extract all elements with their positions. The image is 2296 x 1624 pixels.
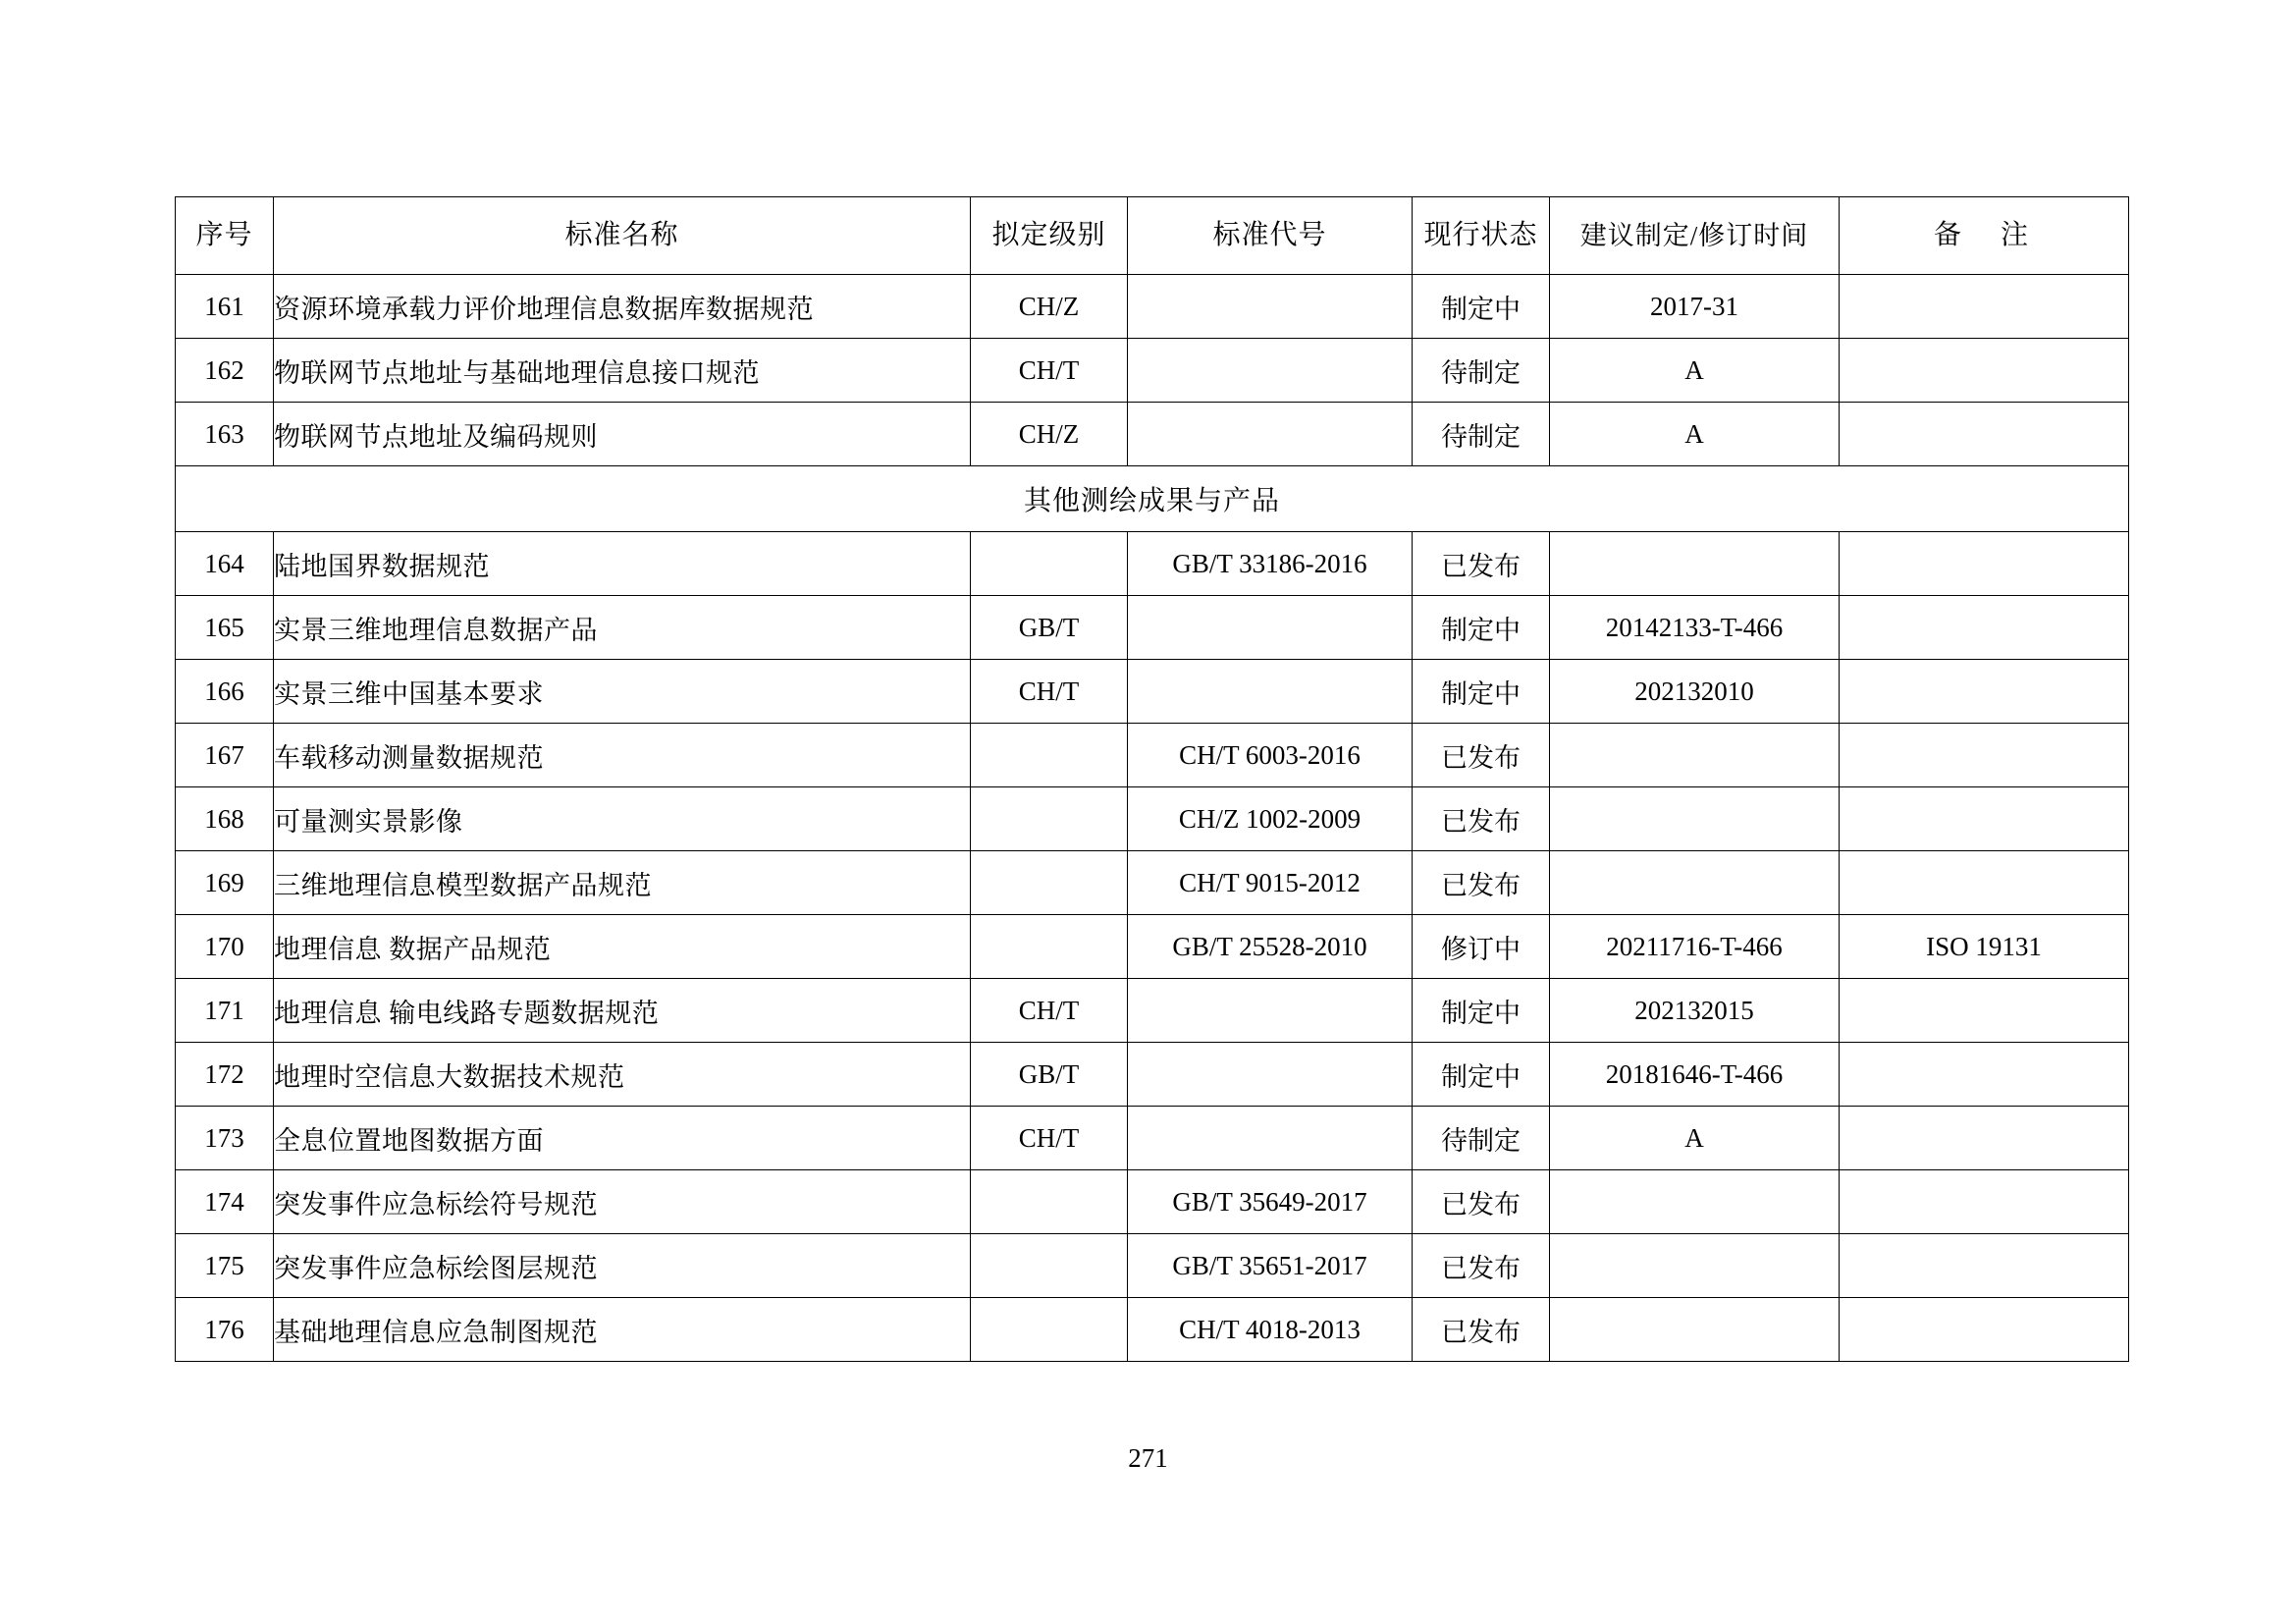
page-number: 271: [1128, 1443, 1168, 1473]
table-row: [176, 1107, 2129, 1170]
cell-seq: 176: [176, 1298, 274, 1362]
cell-code: GB/T 35651-2017: [1128, 1234, 1413, 1298]
cell-status: 已发布: [1413, 851, 1550, 915]
cell-remark: [1840, 1107, 2129, 1170]
standards-table-container: [175, 196, 2128, 1362]
table-header: [176, 197, 2129, 275]
cell-code: [1128, 979, 1413, 1043]
table-row: [176, 1234, 2129, 1298]
table-row: [176, 915, 2129, 979]
cell-remark: [1840, 1043, 2129, 1107]
cell-name: 基础地理信息应急制图规范: [274, 1298, 971, 1362]
table-section-row: [176, 466, 2129, 532]
cell-code: [1128, 1107, 1413, 1170]
cell-level: GB/T: [971, 596, 1128, 660]
cell-seq: 165: [176, 596, 274, 660]
cell-code: [1128, 339, 1413, 403]
cell-level: CH/T: [971, 339, 1128, 403]
cell-seq: 173: [176, 1107, 274, 1170]
cell-time: 202132010: [1550, 660, 1840, 724]
cell-remark: ISO 19131: [1840, 915, 2129, 979]
cell-status: 已发布: [1413, 1170, 1550, 1234]
cell-remark: [1840, 275, 2129, 339]
cell-code: GB/T 33186-2016: [1128, 532, 1413, 596]
cell-name: 地理信息 输电线路专题数据规范: [274, 979, 971, 1043]
cell-code: GB/T 25528-2010: [1128, 915, 1413, 979]
cell-remark: [1840, 724, 2129, 787]
cell-status: 制定中: [1413, 275, 1550, 339]
header-seq: 序号: [176, 197, 274, 275]
header-remark-label: 备 注: [1933, 220, 2034, 250]
table-row: [176, 403, 2129, 466]
cell-seq: 164: [176, 532, 274, 596]
table-row: [176, 724, 2129, 787]
cell-level: [971, 787, 1128, 851]
cell-remark: [1840, 403, 2129, 466]
cell-seq: 174: [176, 1170, 274, 1234]
cell-seq: 168: [176, 787, 274, 851]
standards-table: [175, 196, 2129, 1362]
table-row: [176, 660, 2129, 724]
cell-status: 修订中: [1413, 915, 1550, 979]
table-row: [176, 596, 2129, 660]
table-row: [176, 1043, 2129, 1107]
table-header-row: [176, 197, 2129, 275]
table-row: [176, 979, 2129, 1043]
cell-name: 突发事件应急标绘图层规范: [274, 1234, 971, 1298]
cell-level: CH/T: [971, 979, 1128, 1043]
header-name: 标准名称: [274, 197, 971, 275]
cell-seq: 162: [176, 339, 274, 403]
cell-seq: 169: [176, 851, 274, 915]
cell-level: [971, 724, 1128, 787]
table-body: [176, 275, 2129, 1362]
cell-remark: [1840, 1234, 2129, 1298]
cell-status: 已发布: [1413, 532, 1550, 596]
cell-status: 制定中: [1413, 979, 1550, 1043]
cell-status: 待制定: [1413, 403, 1550, 466]
cell-time: 20142133-T-466: [1550, 596, 1840, 660]
header-status: 现行状态: [1413, 197, 1550, 275]
cell-level: [971, 1234, 1128, 1298]
cell-remark: [1840, 1298, 2129, 1362]
table-row: [176, 1298, 2129, 1362]
cell-time: 2017-31: [1550, 275, 1840, 339]
table-row: [176, 275, 2129, 339]
cell-name: 物联网节点地址及编码规则: [274, 403, 971, 466]
cell-time: A: [1550, 1107, 1840, 1170]
cell-level: [971, 1170, 1128, 1234]
cell-status: 已发布: [1413, 724, 1550, 787]
cell-time: A: [1550, 403, 1840, 466]
cell-level: [971, 532, 1128, 596]
cell-remark: [1840, 1170, 2129, 1234]
cell-time: [1550, 851, 1840, 915]
cell-level: [971, 915, 1128, 979]
cell-code: CH/T 4018-2013: [1128, 1298, 1413, 1362]
cell-remark: [1840, 660, 2129, 724]
cell-seq: 170: [176, 915, 274, 979]
cell-status: 已发布: [1413, 1298, 1550, 1362]
table-row: [176, 851, 2129, 915]
cell-name: 车载移动测量数据规范: [274, 724, 971, 787]
cell-seq: 167: [176, 724, 274, 787]
cell-code: [1128, 403, 1413, 466]
cell-name: 实景三维地理信息数据产品: [274, 596, 971, 660]
cell-remark: [1840, 851, 2129, 915]
cell-status: 待制定: [1413, 339, 1550, 403]
cell-name: 资源环境承载力评价地理信息数据库数据规范: [274, 275, 971, 339]
cell-name: 突发事件应急标绘符号规范: [274, 1170, 971, 1234]
cell-code: CH/Z 1002-2009: [1128, 787, 1413, 851]
cell-level: CH/T: [971, 660, 1128, 724]
cell-time: [1550, 724, 1840, 787]
cell-level: CH/Z: [971, 403, 1128, 466]
cell-code: CH/T 9015-2012: [1128, 851, 1413, 915]
header-time: 建议制定/修订时间: [1550, 197, 1840, 275]
cell-time: [1550, 532, 1840, 596]
cell-seq: 175: [176, 1234, 274, 1298]
cell-status: 已发布: [1413, 787, 1550, 851]
cell-remark: [1840, 532, 2129, 596]
table-row: [176, 787, 2129, 851]
cell-seq: 163: [176, 403, 274, 466]
cell-code: CH/T 6003-2016: [1128, 724, 1413, 787]
cell-code: [1128, 1043, 1413, 1107]
cell-time: A: [1550, 339, 1840, 403]
cell-code: [1128, 660, 1413, 724]
cell-seq: 166: [176, 660, 274, 724]
cell-status: 制定中: [1413, 596, 1550, 660]
cell-name: 物联网节点地址与基础地理信息接口规范: [274, 339, 971, 403]
cell-remark: [1840, 339, 2129, 403]
cell-level: CH/T: [971, 1107, 1128, 1170]
cell-status: 待制定: [1413, 1107, 1550, 1170]
cell-seq: 172: [176, 1043, 274, 1107]
header-remark: [1840, 197, 2129, 275]
cell-time: [1550, 1234, 1840, 1298]
section-title: 其他测绘成果与产品: [176, 466, 2129, 532]
cell-seq: 171: [176, 979, 274, 1043]
cell-level: [971, 1298, 1128, 1362]
cell-time: [1550, 1298, 1840, 1362]
cell-level: [971, 851, 1128, 915]
cell-name: 全息位置地图数据方面: [274, 1107, 971, 1170]
cell-name: 三维地理信息模型数据产品规范: [274, 851, 971, 915]
cell-seq: 161: [176, 275, 274, 339]
cell-code: GB/T 35649-2017: [1128, 1170, 1413, 1234]
table-row: [176, 1170, 2129, 1234]
cell-remark: [1840, 596, 2129, 660]
cell-time: [1550, 1170, 1840, 1234]
cell-time: 202132015: [1550, 979, 1840, 1043]
header-code: 标准代号: [1128, 197, 1413, 275]
cell-remark: [1840, 787, 2129, 851]
cell-time: 20211716-T-466: [1550, 915, 1840, 979]
cell-name: 实景三维中国基本要求: [274, 660, 971, 724]
cell-time: 20181646-T-466: [1550, 1043, 1840, 1107]
cell-name: 地理信息 数据产品规范: [274, 915, 971, 979]
cell-level: GB/T: [971, 1043, 1128, 1107]
cell-time: [1550, 787, 1840, 851]
table-row: [176, 532, 2129, 596]
cell-remark: [1840, 979, 2129, 1043]
cell-status: 已发布: [1413, 1234, 1550, 1298]
cell-status: 制定中: [1413, 660, 1550, 724]
cell-name: 陆地国界数据规范: [274, 532, 971, 596]
header-level: 拟定级别: [971, 197, 1128, 275]
cell-code: [1128, 596, 1413, 660]
cell-name: 地理时空信息大数据技术规范: [274, 1043, 971, 1107]
cell-code: [1128, 275, 1413, 339]
cell-level: CH/Z: [971, 275, 1128, 339]
cell-status: 制定中: [1413, 1043, 1550, 1107]
table-row: [176, 339, 2129, 403]
cell-name: 可量测实景影像: [274, 787, 971, 851]
